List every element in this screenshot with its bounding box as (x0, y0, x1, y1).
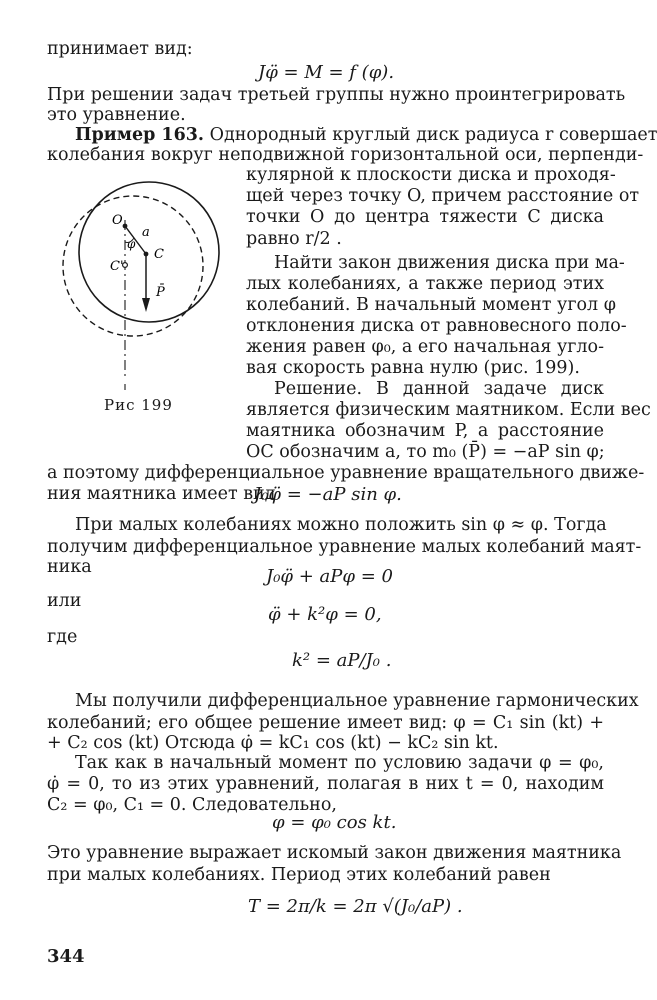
text-line: точки O до центра тяжести C диска (246, 207, 604, 227)
text-line: равно r/2 . (246, 229, 342, 249)
equation-pendulum: J₀φ̈ = −aP sin φ. (254, 484, 402, 505)
equation-small-oscillations: J₀φ̈ + aPφ = 0 (266, 566, 393, 587)
page-number: 344 (47, 946, 85, 967)
example-text: Однородный круглый диск радиуса r совершает (204, 125, 657, 145)
label-phi: φ (127, 237, 136, 251)
pivot-point-O (123, 224, 128, 229)
equilibrium-disk-outline (63, 196, 203, 336)
text-line: это уравнение. (47, 105, 186, 125)
text-line: где (47, 627, 78, 647)
text-line: колебания вокруг неподвижной горизонтальной оси, перпенди- (47, 145, 644, 165)
example-number: Пример 163. (75, 125, 205, 145)
text-line: при малых колебаниях. Период этих колебаний равен (47, 865, 551, 885)
label-C-prime: C' (110, 259, 124, 274)
text-line: При решении задач третьей группы нужно проинтегрировать (47, 85, 626, 105)
label-a: a (142, 225, 150, 240)
text-line: ния маятника имеет вид (47, 484, 276, 504)
text-line: отклонения диска от равновесного поло- (246, 316, 627, 336)
equation-motion: Jφ̈ = M = f (φ). (258, 62, 395, 83)
text-line: Это уравнение выражает искомый закон движения маятника (47, 843, 622, 863)
text-line: колебаний. В начальный момент угол φ (246, 295, 616, 315)
text-line: + C₂ cos (kt) Отсюда φ̇ = kC₁ cos (kt) − kC₂ sin kt. (47, 733, 499, 753)
text-line: φ̇ = 0, то из этих уравнений, полагая в них t = 0, находим (47, 774, 604, 794)
text-line: кулярной к плоскости диска и проходя- (246, 165, 616, 185)
weight-vector-arrowhead (142, 298, 150, 312)
figure-caption: Рис 199 (104, 396, 173, 414)
text-line: Так как в начальный момент по условию задачи φ = φ₀, (75, 753, 604, 773)
text-line: вая скорость равна нулю (рис. 199). (246, 358, 580, 378)
text-line: является физическим маятником. Если вес (246, 400, 651, 420)
text-line: При малых колебаниях можно положить sin φ ≈ φ. Тогда (75, 515, 607, 535)
equation-period: T = 2π/k = 2π √(J₀/aP) . (248, 896, 463, 917)
text-line: лых колебаниях, а также период этих (246, 274, 604, 294)
figure-199-pendulum-disk (50, 178, 242, 418)
text-line: ника (47, 557, 92, 577)
text-line: OC обозначим a, то m₀ (P̄) = −aP sin φ; (246, 442, 605, 462)
text-line: а поэтому дифференциальное уравнение вращательного движе- (47, 463, 645, 483)
text-line: колебаний; его общее решение имеет вид: φ = C₁ sin (kt) + (47, 713, 604, 733)
text-line: Мы получили дифференциальное уравнение гармонических (75, 691, 639, 711)
text-line: жения равен φ₀, а его начальная угло- (246, 337, 604, 357)
text-line: принимает вид: (47, 39, 193, 59)
example-heading-line (47, 124, 657, 146)
equation-solution: φ = φ₀ cos kt. (272, 812, 397, 833)
text-line: получим дифференциальное уравнение малых колебаний маят- (47, 537, 642, 557)
label-O: O (112, 213, 123, 228)
text-line: или (47, 591, 82, 611)
label-C: C (154, 247, 164, 262)
text-line: Найти закон движения диска при ма- (274, 253, 625, 273)
text-line: маятника обозначим P, а расстояние (246, 421, 604, 441)
center-of-mass-C (144, 252, 149, 257)
equation-k-squared: k² = aP/J₀ . (292, 650, 392, 671)
label-P: P̄ (156, 285, 165, 300)
text-line: щей через точку O, причем расстояние от (246, 186, 640, 206)
text-line: C₂ = φ₀, C₁ = 0. Следовательно, (47, 795, 337, 815)
equation-harmonic: φ̈ + k²φ = 0, (268, 604, 382, 625)
text-line: Решение. В данной задаче диск (274, 379, 604, 399)
disk-diagram (50, 178, 242, 418)
